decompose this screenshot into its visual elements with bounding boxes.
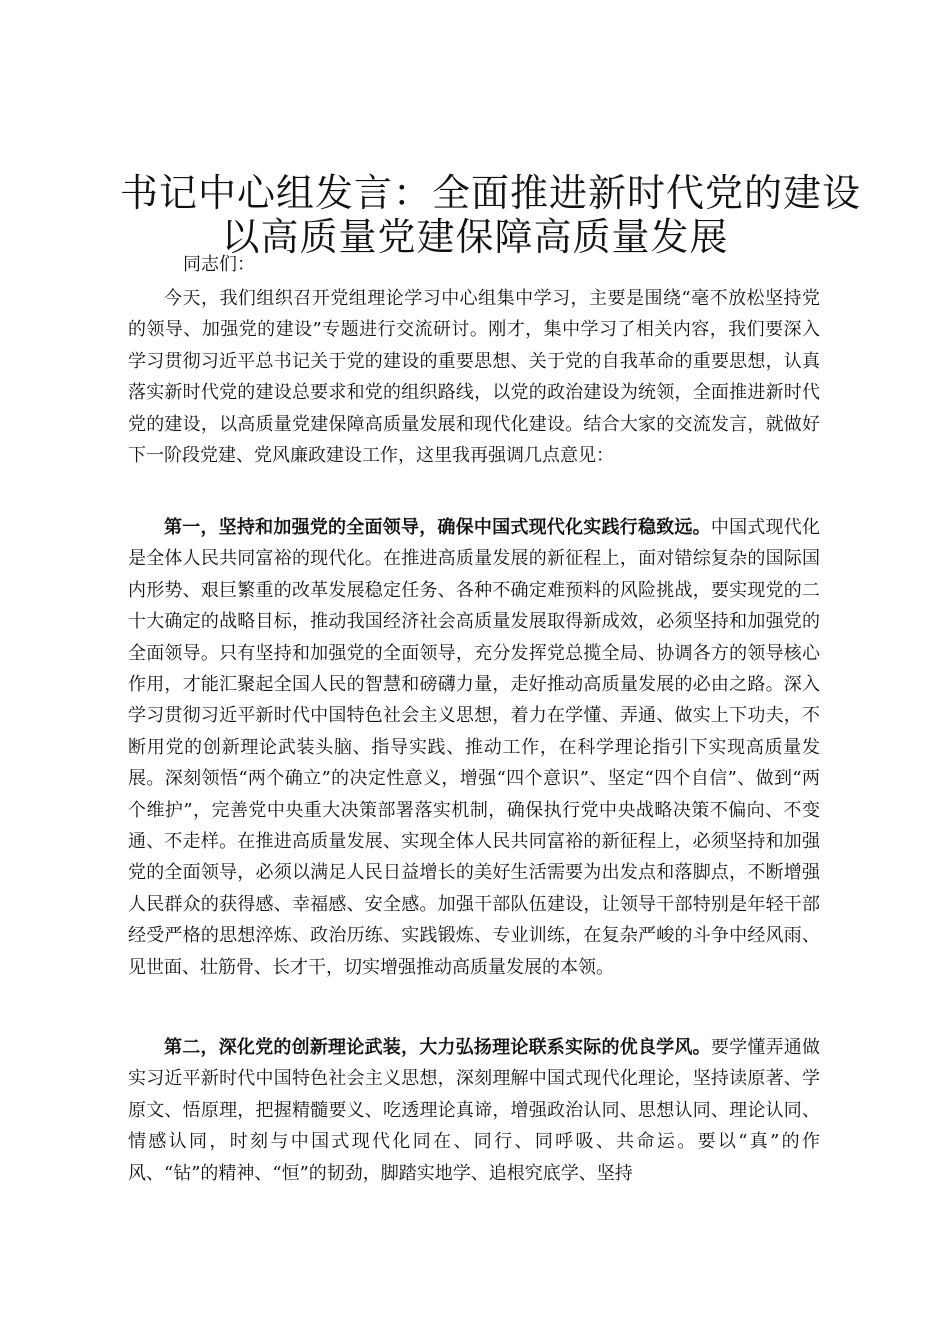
paragraph-lead: 第二，深化党的创新理论武装，大力弘扬理论联系实际的优良学风。: [164, 1037, 711, 1058]
paragraph-point-1: [128, 512, 820, 983]
paragraph-text: 中国式现代化是全体人民共同富裕的现代化。在推进高质量发展的新征程上，面对错综复杂的国际国内形势、艰巨繁重的改革发展稳定任务、各种不确定难预料的风险挑战，要实现党的二十大确定的战略目标，推动我国经济社会高质量发展取得新成效，必须坚持和加强党的全面领导。只有坚持和加强党的全面领导，充分发挥党总揽全局、协调各方的领导核心作用，才能汇聚起全国人民的智慧和磅礴力量，走好推动高质量发展的必由之路。深入学习贯彻习近平新时代中国特色社会主义思想，着力在学懂、弄通、做实上下功夫，不断用党的创新理论武装头脑、指导实践、推动工作，在科学理论指引下实现高质量发展。深刻领悟“两个确立”的决定性意义，增强“四个意识”、坚定“四个自信”、做到“两个维护”，完善党中央重大决策部署落实机制，确保执行党中央战略决策不偏向、不变通、不走样。在推进高质量发展、实现全体人民共同富裕的新征程上，必须坚持和加强党的全面领导，必须以满足人民日益增长的美好生活需要为出发点和落脚点，不断增强人民群众的获得感、幸福感、安全感。加强干部队伍建设，让领导干部特别是年轻干部经受严格的思想淬炼、政治历练、实践锻炼、专业训练，在复杂严峻的斗争中经风雨、见世面、壮筋骨、长才干，切实增强推动高质量发展的本领。: [128, 517, 821, 978]
salutation: 同志们：: [183, 254, 255, 275]
paragraph-point-2: [128, 1032, 820, 1189]
document-title-line-2: 以高质量党建保障高质量发展: [221, 215, 729, 259]
paragraph-text: 要学懂弄通做实习近平新时代中国特色社会主义思想，深刻理解中国式现代化理论，坚持读原著、学原文、悟原理，把握精髓要义、吃透理论真谛，增强政治认同、思想认同、理论认同、情感认同，时刻与中国式现代化同在、同行、同呼吸、共命运。要以“真”的作风、“钻”的精神、“恒”的韧劲，脚踏实地学、追根究底学、坚持: [128, 1037, 821, 1184]
paragraph-intro: [128, 283, 820, 471]
paragraph-text: 今天，我们组织召开党组理论学习中心组集中学习，主要是围绕“毫不放松坚持党的领导、加强党的建设”专题进行交流研讨。刚才，集中学习了相关内容，我们要深入学习贯彻习近平总书记关于党的建设的重要思想、关于党的自我革命的重要思想，认真落实新时代党的建设总要求和党的组织路线，以党的政治建设为统领，全面推进新时代党的建设，以高质量党建保障高质量发展和现代化建设。结合大家的交流发言，就做好下一阶段党建、党风廉政建设工作，这里我再强调几点意见：: [128, 288, 820, 467]
document-title-line-1: 书记中心组发言：全面推进新时代党的建设: [120, 171, 862, 215]
paragraph-lead: 第一，坚持和加强党的全面领导，确保中国式现代化实践行稳致远。: [164, 517, 711, 538]
